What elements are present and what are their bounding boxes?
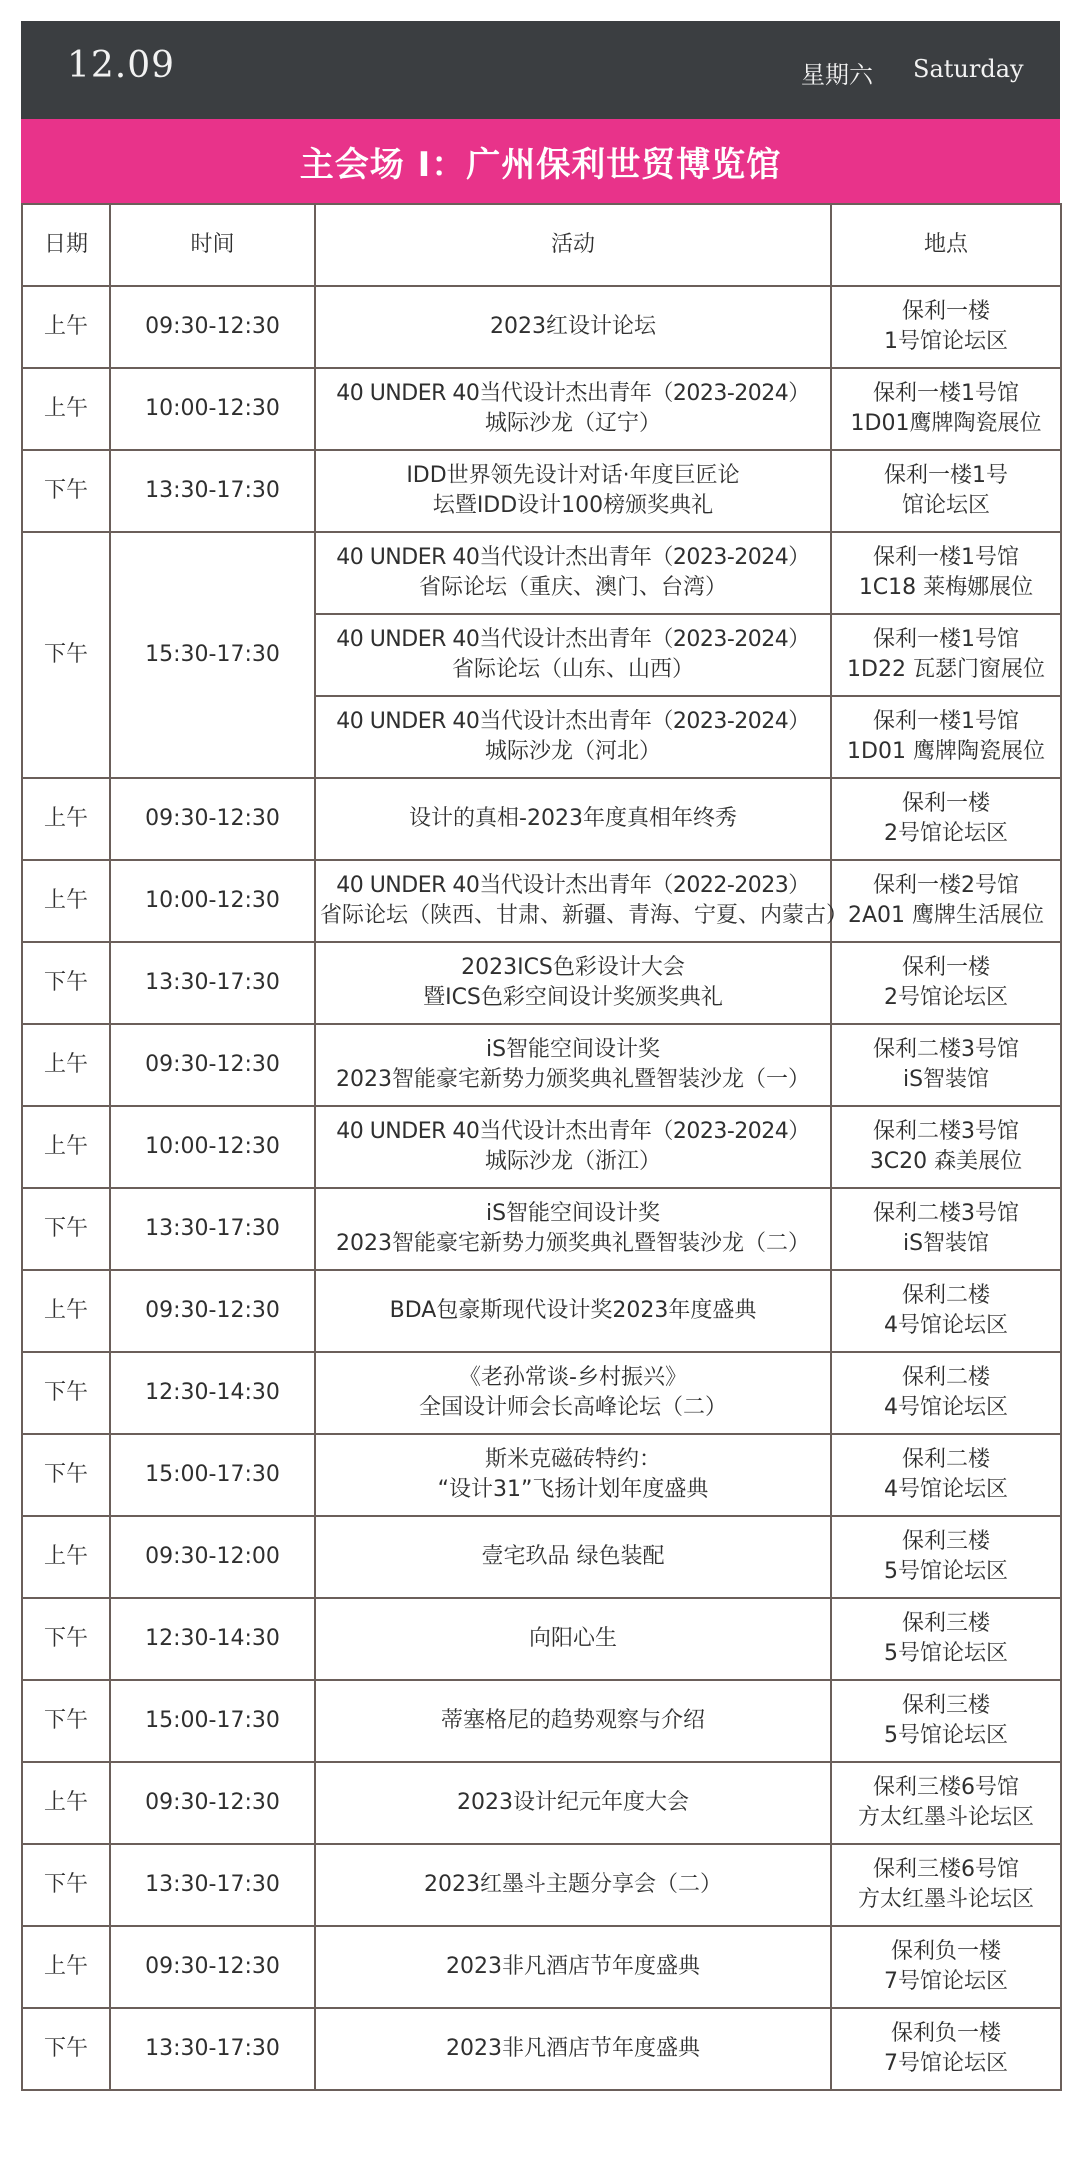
activity-line: 省际论坛（山东、山西） [451,657,694,682]
cell-activity [315,1434,831,1516]
cell-time: 10:00-12:30 [110,860,315,942]
activity-line: 40 UNDER 40当代设计杰出青年（2023-2024） [336,627,810,652]
cell-activity [315,1270,831,1352]
location-line: 1C18 莱梅娜展位 [858,575,1034,600]
table-row [22,286,1061,368]
location-line: 7号馆论坛区 [884,2051,1008,2076]
location-line: 保利三楼6号馆 [873,1857,1019,1882]
cell-location [831,1106,1061,1188]
activity-line: 蒂塞格尼的趋势观察与介绍 [440,1708,705,1733]
location-line: 保利三楼 [901,1693,990,1718]
cell-day: 下午 [22,1434,110,1516]
activity-line: 40 UNDER 40当代设计杰出青年（2023-2024） [336,381,810,406]
cell-location [831,1352,1061,1434]
cell-location [831,860,1061,942]
activity-line: IDD世界领先设计对话·年度巨匠论 [406,463,740,488]
location-line: 5号馆论坛区 [884,1559,1008,1584]
cell-time: 12:30-14:30 [110,1598,315,1680]
location-line: 保利一楼1号馆 [873,709,1019,734]
location-line: 1D01 鹰牌陶瓷展位 [847,739,1045,764]
cell-day: 下午 [22,1844,110,1926]
activity-line: 省际论坛（陕西、甘肃、新疆、青海、宁夏、内蒙古） [320,903,849,928]
activity-line: 2023智能豪宅新势力颁奖典礼暨智装沙龙（一） [336,1067,810,1092]
location-line: 1号馆论坛区 [884,329,1008,354]
cell-time: 13:30-17:30 [110,1188,315,1270]
activity-line: 40 UNDER 40当代设计杰出青年（2023-2024） [336,545,810,570]
activity-line: 2023红设计论坛 [490,314,656,339]
location-line: 保利二楼 [901,1447,990,1472]
cell-time: 09:30-12:30 [110,1926,315,2008]
cell-time: 15:00-17:30 [110,1680,315,1762]
location-line: 3C20 森美展位 [869,1149,1023,1174]
table-row [22,860,1061,942]
activity-line: 40 UNDER 40当代设计杰出青年（2022-2023） [336,873,810,898]
location-line: 保利负一楼 [890,2021,1001,2046]
cell-location [831,368,1061,450]
activity-line: 斯米克磁砖特约： [484,1447,661,1472]
activity-line: 壹宅玖品 绿色装配 [481,1544,665,1569]
activity-line: 2023智能豪宅新势力颁奖典礼暨智装沙龙（二） [336,1231,810,1256]
cell-activity [315,1844,831,1926]
table-row [22,1270,1061,1352]
cell-day: 下午 [22,450,110,532]
cell-time: 15:00-17:30 [110,1434,315,1516]
cell-time: 09:30-12:30 [110,1762,315,1844]
activity-line: 设计的真相-2023年度真相年终秀 [409,806,737,831]
activity-line: 40 UNDER 40当代设计杰出青年（2023-2024） [336,1119,810,1144]
cell-activity [315,1024,831,1106]
cell-location [831,1762,1061,1844]
location-line: 4号馆论坛区 [884,1477,1008,1502]
cell-activity [315,1106,831,1188]
cell-time: 09:30-12:30 [110,286,315,368]
cell-activity [315,1762,831,1844]
cell-time: 13:30-17:30 [110,450,315,532]
venue-title-banner [21,119,1060,203]
cell-location [831,1516,1061,1598]
activity-line: 2023ICS色彩设计大会 [461,955,685,980]
location-line: 保利三楼 [901,1611,990,1636]
column-header-time: 时间 [110,204,315,286]
activity-line: 2023非凡酒店节年度盛典 [446,1954,700,1979]
cell-location [831,1926,1061,2008]
table-row [22,1106,1061,1188]
location-line: 2A01 鹰牌生活展位 [847,903,1045,928]
cell-location [831,1598,1061,1680]
cell-time: 10:00-12:30 [110,1106,315,1188]
cell-day: 下午 [22,1680,110,1762]
cell-location [831,696,1061,778]
activity-line: 城际沙龙（浙江） [484,1149,661,1174]
cell-day: 下午 [22,2008,110,2090]
location-line: 保利二楼 [901,1365,990,1390]
column-header-location: 地点 [831,204,1061,286]
location-line: 方太红墨斗论坛区 [857,1887,1034,1912]
location-line: 1D22 瓦瑟门窗展位 [847,657,1045,682]
cell-activity [315,1680,831,1762]
activity-line: 坛暨IDD设计100榜颁奖典礼 [432,493,714,518]
weekday-label: 星期六 [801,61,873,89]
cell-location [831,614,1061,696]
table-row [22,368,1061,450]
table-row [22,1926,1061,2008]
cell-location [831,1188,1061,1270]
table-row [22,778,1061,860]
cell-location [831,1270,1061,1352]
cell-location [831,942,1061,1024]
location-line: 2号馆论坛区 [884,821,1008,846]
location-line: 4号馆论坛区 [884,1395,1008,1420]
cell-day: 上午 [22,1024,110,1106]
location-line: 保利二楼3号馆 [873,1119,1019,1144]
activity-line: BDA包豪斯现代设计奖2023年度盛典 [389,1298,757,1323]
activity-line: 《老孙常谈-乡村振兴》 [459,1365,687,1390]
location-line: 保利一楼 [901,299,990,324]
location-line: 7号馆论坛区 [884,1969,1008,1994]
cell-day: 上午 [22,1516,110,1598]
location-line: 保利二楼3号馆 [873,1037,1019,1062]
cell-day: 上午 [22,1270,110,1352]
activity-line: 省际论坛（重庆、澳门、台湾） [418,575,727,600]
cell-day: 上午 [22,860,110,942]
activity-line: “设计31”飞扬计划年度盛典 [437,1477,709,1502]
location-line: 方太红墨斗论坛区 [857,1805,1034,1830]
cell-location [831,1024,1061,1106]
schedule-table [21,203,1062,2091]
location-line: 5号馆论坛区 [884,1641,1008,1666]
column-header-activity: 活动 [315,204,831,286]
venue-title: 主会场 I：广州保利世贸博览馆 [299,144,782,185]
location-line: 保利三楼6号馆 [873,1775,1019,1800]
cell-time: 09:30-12:30 [110,1024,315,1106]
activity-line: 城际沙龙（辽宁） [484,411,661,436]
activity-line: iS智能空间设计奖 [485,1037,661,1062]
location-line: 保利一楼1号 [884,463,1008,488]
activity-line: 2023非凡酒店节年度盛典 [446,2036,700,2061]
cell-activity [315,1598,831,1680]
location-line: 保利一楼1号馆 [873,627,1019,652]
activity-line: 向阳心生 [528,1626,617,1651]
cell-time: 13:30-17:30 [110,942,315,1024]
cell-activity [315,1352,831,1434]
cell-activity [315,860,849,942]
location-line: 保利一楼 [901,955,990,980]
cell-day: 下午 [22,1352,110,1434]
cell-day: 下午 [22,1598,110,1680]
weekday-en-label: Saturday [913,55,1024,83]
location-line: iS智装馆 [902,1067,990,1092]
cell-location [831,1680,1061,1762]
cell-activity [315,286,831,368]
cell-activity [315,532,831,614]
cell-day: 上午 [22,1926,110,2008]
cell-activity [315,696,831,778]
cell-activity [315,1188,831,1270]
location-line: 5号馆论坛区 [884,1723,1008,1748]
location-line: 2号馆论坛区 [884,985,1008,1010]
cell-time: 09:30-12:00 [110,1516,315,1598]
activity-line: 暨ICS色彩空间设计奖颁奖典礼 [423,985,723,1010]
cell-activity [315,368,831,450]
activity-line: 40 UNDER 40当代设计杰出青年（2023-2024） [336,709,810,734]
cell-location [831,532,1061,614]
cell-activity [315,1516,831,1598]
table-row [22,1188,1061,1270]
table-row [22,1434,1061,1516]
cell-time: 13:30-17:30 [110,2008,315,2090]
date-header [21,21,1060,119]
cell-day: 下午 [22,532,110,778]
table-row [22,532,1061,614]
cell-day: 上午 [22,1106,110,1188]
table-row [22,450,1061,532]
location-line: 保利三楼 [901,1529,990,1554]
activity-line: 城际沙龙（河北） [484,739,661,764]
schedule-body [22,286,1061,2090]
cell-time: 12:30-14:30 [110,1352,315,1434]
cell-time: 09:30-12:30 [110,778,315,860]
cell-day: 下午 [22,942,110,1024]
cell-time: 15:30-17:30 [110,532,315,778]
cell-location [831,286,1061,368]
table-row [22,1598,1061,1680]
cell-location [831,1434,1061,1516]
cell-activity [315,942,831,1024]
location-line: 馆论坛区 [901,493,990,518]
table-row [22,1516,1061,1598]
cell-time: 13:30-17:30 [110,1844,315,1926]
cell-activity [315,614,831,696]
column-header-date: 日期 [22,204,110,286]
cell-location [831,1844,1061,1926]
cell-activity [315,450,831,532]
cell-location [831,2008,1061,2090]
activity-line: iS智能空间设计奖 [485,1201,661,1226]
cell-activity [315,1926,831,2008]
cell-time: 09:30-12:30 [110,1270,315,1352]
table-row [22,1024,1061,1106]
location-line: 保利一楼1号馆 [873,381,1019,406]
table-header-row [22,204,1061,286]
cell-day: 上午 [22,1762,110,1844]
location-line: 1D01鹰牌陶瓷展位 [850,411,1042,436]
table-row [22,1680,1061,1762]
location-line: iS智装馆 [902,1231,990,1256]
activity-line: 2023红墨斗主题分享会（二） [424,1872,722,1897]
activity-line: 全国设计师会长高峰论坛（二） [418,1395,727,1420]
cell-time: 10:00-12:30 [110,368,315,450]
cell-location [831,450,1061,532]
activity-line: 2023设计纪元年度大会 [457,1790,689,1815]
table-row [22,1352,1061,1434]
cell-day: 下午 [22,1188,110,1270]
location-line: 保利一楼2号馆 [873,873,1019,898]
location-line: 保利二楼3号馆 [873,1201,1019,1226]
table-row [22,1762,1061,1844]
cell-activity [315,778,831,860]
location-line: 保利二楼 [901,1283,990,1308]
table-row [22,1844,1061,1926]
table-row [22,2008,1061,2090]
cell-day: 上午 [22,778,110,860]
location-line: 保利一楼 [901,791,990,816]
cell-activity [315,2008,831,2090]
location-line: 保利一楼1号馆 [873,545,1019,570]
location-line: 保利负一楼 [890,1939,1001,1964]
cell-day: 上午 [22,368,110,450]
cell-day: 上午 [22,286,110,368]
date-label: 12.09 [67,45,176,86]
location-line: 4号馆论坛区 [884,1313,1008,1338]
table-row [22,942,1061,1024]
cell-location [831,778,1061,860]
